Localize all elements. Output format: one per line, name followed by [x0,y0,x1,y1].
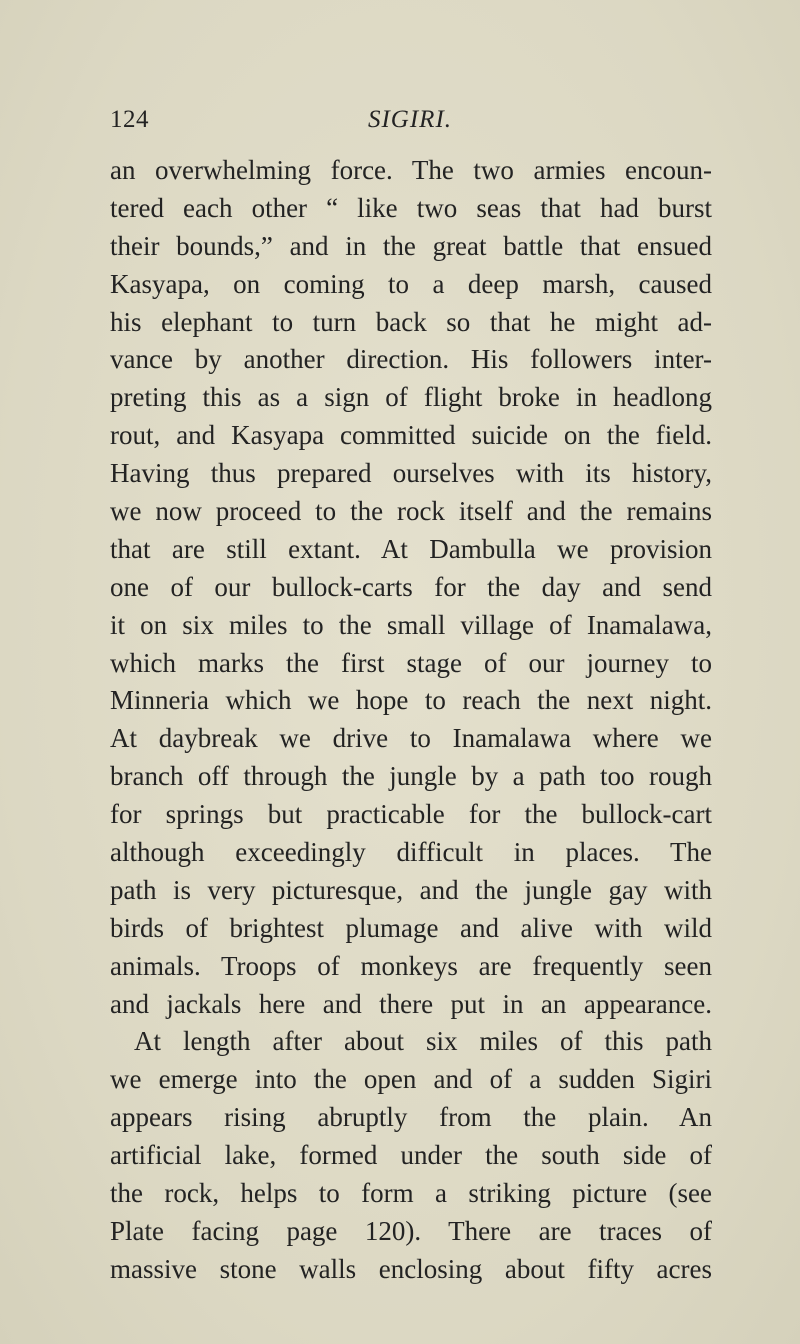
text-line-13: it on six miles to the small village of Inamalawa, [110,609,712,640]
text-line-27: artificial lake, formed under the south side of [110,1140,712,1171]
text-line-3: their bounds,” and in the great battle that ensued [110,230,712,261]
text-line-29: Plate facing page 120). There are traces of [110,1215,712,1246]
text-line-5: his elephant to turn back so that he might ad- [110,306,712,337]
text-line-2: tered each other “ like two seas that had burst [110,192,712,223]
page-number: 124 [110,106,149,133]
text-line-28: the rock, helps to form a striking picture (see [110,1178,712,1209]
body-text [110,152,712,1289]
text-line-10: we now proceed to the rock itself and the remains [110,496,712,527]
text-line-1: an overwhelming force. The two armies encoun- [110,155,712,185]
text-line-9: Having thus prepared ourselves with its history, [110,458,712,489]
text-line-22: animals. Troops of monkeys are frequently seen [110,950,712,981]
text-line-15: Minneria which we hope to reach the next night. [110,685,712,716]
text-line-18: for springs but practicable for the bullock-cart [110,799,712,830]
running-title: SIGIRI. [367,106,453,133]
text-line-26: appears rising abruptly from the plain. An [110,1102,712,1133]
text-line-25: we emerge into the open and of a sudden Sigiri [110,1064,712,1095]
text-line-4: Kasyapa, on coming to a deep marsh, caused [110,268,712,299]
text-line-6: vance by another direction. His followers inter- [110,344,712,375]
text-line-30: massive stone walls enclosing about fifty acres [110,1253,712,1284]
text-line-7: preting this as a sign of flight broke in headlong [110,382,712,413]
text-line-19: although exceedingly difficult in places. The [110,837,712,868]
text-line-16: At daybreak we drive to Inamalawa where we [110,723,712,754]
page-header [110,106,710,142]
text-line-17: branch off through the jungle by a path too rough [110,761,712,792]
text-line-21: birds of brightest plumage and alive with wild [110,912,712,943]
text-line-23: and jackals here and there put in an appearance. [110,988,712,1019]
text-line-24: At length after about six miles of this path [134,1026,712,1057]
text-line-20: path is very picturesque, and the jungle gay with [110,874,712,905]
text-line-8: rout, and Kasyapa committed suicide on the field. [110,420,712,451]
text-line-14: which marks the first stage of our journey to [110,647,712,678]
text-line-12: one of our bullock-carts for the day and send [110,571,712,602]
text-line-11: that are still extant. At Dambulla we provision [110,533,712,564]
